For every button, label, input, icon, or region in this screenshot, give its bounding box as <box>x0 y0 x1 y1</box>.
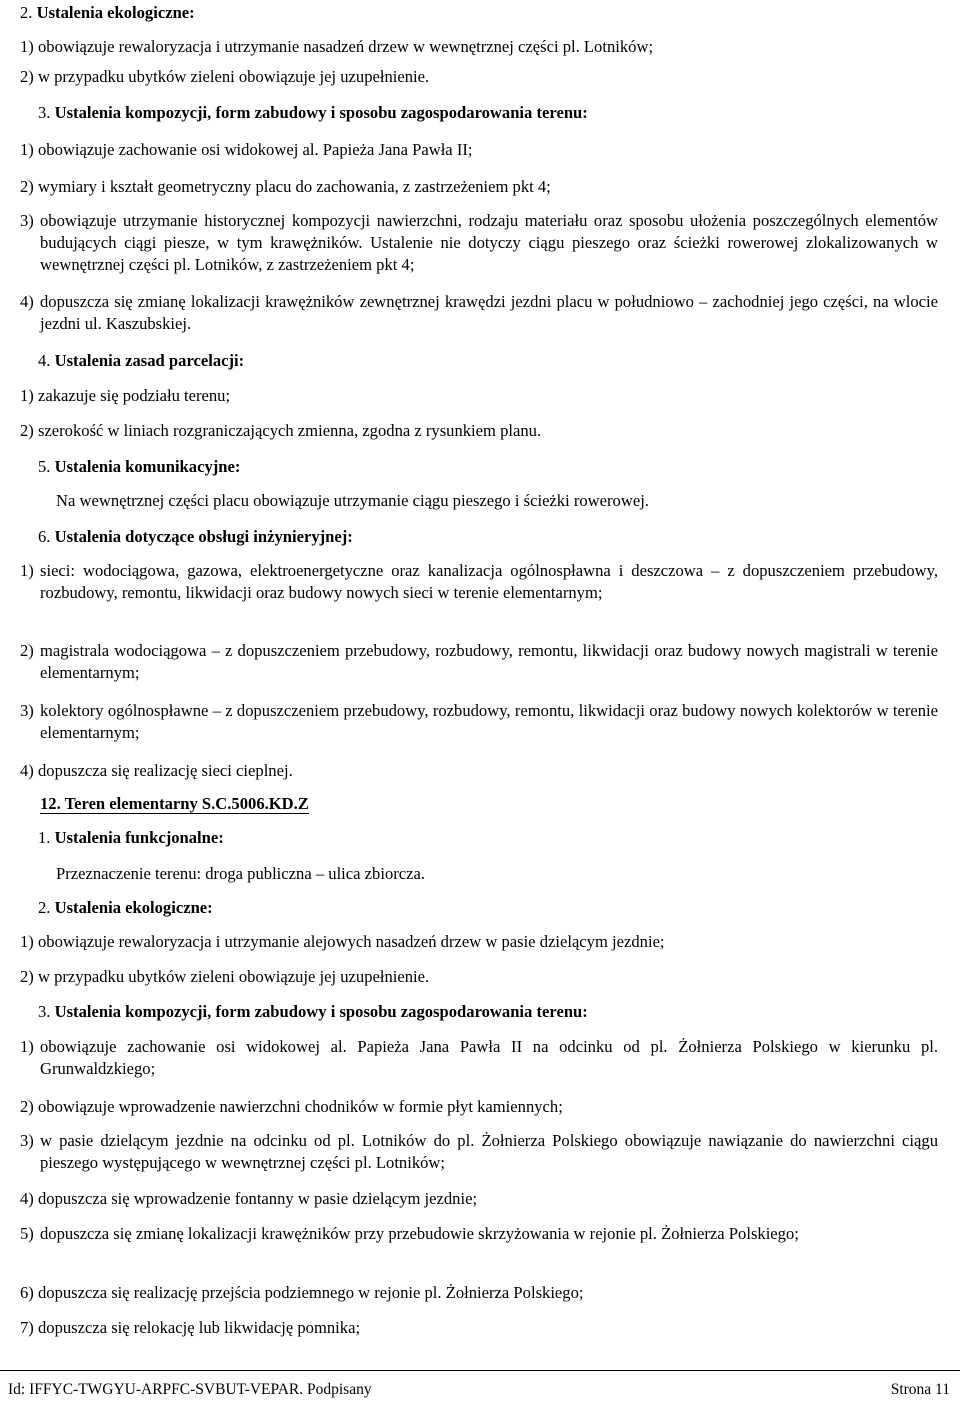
paragraph: Przeznaczenie terenu: droga publiczna – ulica zbiorcza. <box>56 864 426 883</box>
list-item: 2) w przypadku ubytków zieleni obowiązuje jej uzupełnienie. <box>20 67 430 86</box>
footer-divider <box>0 1370 960 1371</box>
list-item: 1) obowiązuje rewaloryzacja i utrzymanie nasadzeń drzew w wewnętrznej części pl. Lotników; <box>20 37 654 56</box>
list-item: 1) obowiązuje zachowanie osi widokowej al. Papieża Jana Pawła II na odcinku od pl. Żołnierza Polskiego w kierunku pl. Grunwaldzkiego; <box>20 1037 938 1078</box>
list-item: 2) szerokość w liniach rozgraniczających zmienna, zgodna z rysunkiem planu. <box>20 421 542 440</box>
list-item: 1) zakazuje się podziału terenu; <box>20 386 231 405</box>
list-item: 1) sieci: wodociągowa, gazowa, elektroenergetyczne oraz kanalizacja ogólnospławna i deszczowa – z dopuszczeniem przebudowy, rozbudowy, remontu, likwidacji oraz budowy nowych sieci w terenie elementarnym; <box>20 561 938 602</box>
list-item: 1) obowiązuje rewaloryzacja i utrzymanie alejowych nasadzeń drzew w pasie dzielącym jezdnie; <box>20 932 665 951</box>
section-heading: 2. Ustalenia ekologiczne: <box>38 898 213 917</box>
list-item: 2) w przypadku ubytków zieleni obowiązuje jej uzupełnienie. <box>20 967 430 986</box>
section-heading: 6. Ustalenia dotyczące obsługi inżynieryjnej: <box>38 527 353 546</box>
section-heading: 1. Ustalenia funkcjonalne: <box>38 828 224 847</box>
paragraph: Na wewnętrznej części placu obowiązuje utrzymanie ciągu pieszego i ścieżki rowerowej. <box>56 491 649 510</box>
list-item: 4) dopuszcza się realizację sieci cieplnej. <box>20 761 293 780</box>
list-item: 5) dopuszcza się zmianę lokalizacji krawężników przy przebudowie skrzyżowania w rejonie pl. Żołnierza Polskiego; <box>20 1224 799 1243</box>
section-heading: 3. Ustalenia kompozycji, form zabudowy i sposobu zagospodarowania terenu: <box>38 1002 588 1021</box>
page-number: Strona 11 <box>890 1381 950 1398</box>
list-item: 2) obowiązuje wprowadzenie nawierzchni chodników w formie płyt kamiennych; <box>20 1097 563 1116</box>
terrain-section-title: 12. Teren elementarny S.C.5006.KD.Z <box>40 794 309 813</box>
list-item: 2) magistrala wodociągowa – z dopuszczeniem przebudowy, rozbudowy, remontu, likwidacji oraz budowy nowych magistrali w terenie elementarnym; <box>20 641 938 682</box>
list-item: 3) w pasie dzielącym jezdnie na odcinku od pl. Lotników do pl. Żołnierza Polskiego obowiązuje nawiązanie do nawierzchni ciągu pieszego występującego w wewnętrznej części pl. Lotników; <box>20 1131 938 1172</box>
list-item: 6) dopuszcza się realizację przejścia podziemnego w rejonie pl. Żołnierza Polskiego; <box>20 1283 584 1302</box>
list-item: 2) wymiary i kształt geometryczny placu do zachowania, z zastrzeżeniem pkt 4; <box>20 177 551 196</box>
list-item: 7) dopuszcza się relokację lub likwidację pomnika; <box>20 1318 361 1337</box>
section-heading: 5. Ustalenia komunikacyjne: <box>38 457 241 476</box>
document-id: Id: IFFYC-TWGYU-ARPFC-SVBUT-VEPAR. Podpisany <box>8 1381 372 1398</box>
section-heading: 4. Ustalenia zasad parcelacji: <box>38 351 245 370</box>
section-heading: 2. Ustalenia ekologiczne: <box>20 3 195 22</box>
list-item: 4) dopuszcza się zmianę lokalizacji krawężników zewnętrznej krawędzi jezdni placu w południowo – zachodniej jego części, na wlocie jezdni ul. Kaszubskiej. <box>20 292 938 333</box>
list-item: 1) obowiązuje zachowanie osi widokowej al. Papieża Jana Pawła II; <box>20 140 473 159</box>
section-heading: 3. Ustalenia kompozycji, form zabudowy i sposobu zagospodarowania terenu: <box>38 103 588 122</box>
list-item: 3) obowiązuje utrzymanie historycznej kompozycji nawierzchni, rodzaju materiału oraz sposobu ułożenia poszczególnych elementów budujących ciągi piesze, w tym krawężników. Ustalenie nie dotyczy ciągu pieszego oraz ścieżki rowerowej zlokalizowanych w wewnętrznej części pl. Lotników, z zastrzeżeniem pkt 4; <box>20 211 938 274</box>
list-item: 4) dopuszcza się wprowadzenie fontanny w pasie dzielącym jezdnie; <box>20 1189 478 1208</box>
list-item: 3) kolektory ogólnospławne – z dopuszczeniem przebudowy, rozbudowy, remontu, likwidacji oraz budowy nowych kolektorów w terenie elementarnym; <box>20 701 938 742</box>
